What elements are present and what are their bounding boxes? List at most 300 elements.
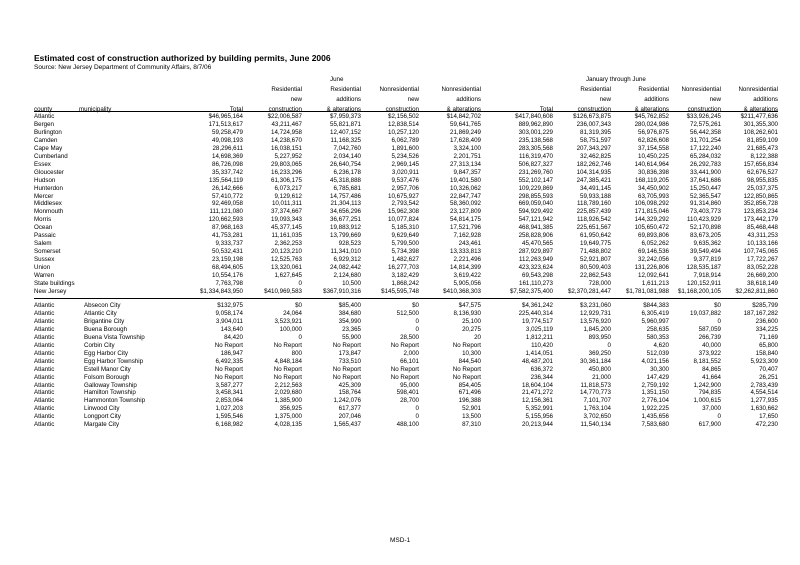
value-cell: 15,250,447: [690, 184, 721, 192]
value-cell: 0: [415, 413, 419, 421]
value-cell: 5,734,398: [391, 248, 419, 256]
value-cell: 3,587,277: [215, 381, 243, 389]
value-cell: 61,950,642: [580, 232, 611, 240]
value-cell: $2,370,281,447: [567, 287, 611, 295]
value-cell: 225,857,439: [576, 208, 611, 216]
value-cell: 11,168,325: [330, 136, 361, 144]
value-cell: 4,028,135: [274, 421, 302, 429]
value-cell: 2,776,104: [641, 397, 669, 405]
value-cell: 236,344: [530, 373, 553, 381]
value-cell: 66,101: [400, 357, 419, 365]
value-cell: 6,062,789: [391, 136, 419, 144]
value-cell: 28,296,611: [212, 144, 243, 152]
value-cell: 45,318,888: [330, 176, 361, 184]
table-row: [34, 326, 778, 334]
value-cell: 0: [717, 413, 721, 421]
value-cell: 22,862,543: [580, 272, 611, 280]
value-cell: 9,537,476: [391, 176, 419, 184]
value-cell: 5,227,952: [274, 152, 302, 160]
value-cell: 28,500: [400, 333, 419, 341]
county-cell: Warren: [34, 272, 55, 280]
value-cell: 118,789,160: [577, 200, 611, 208]
value-cell: 425,309: [338, 381, 361, 389]
value-cell: 11,818,573: [580, 381, 611, 389]
value-cell: 55,900: [342, 333, 361, 341]
value-cell: 116,319,470: [519, 152, 553, 160]
column-header-ytd-1: Residential new construction: [577, 86, 611, 113]
county-cell: Atlantic: [34, 405, 55, 413]
value-cell: 547,121,942: [518, 216, 553, 224]
value-cell: 69,146,536: [638, 248, 669, 256]
value-cell: 889,962,890: [518, 120, 553, 128]
table-row: [34, 248, 778, 256]
value-cell: 56,442,358: [690, 128, 721, 136]
value-cell: 161,110,273: [519, 280, 553, 288]
value-cell: 580,353: [646, 333, 669, 341]
value-cell: 19,649,775: [580, 240, 611, 248]
column-header-ytd-2: Residential additions & alterations: [634, 86, 669, 113]
value-cell: 23,365: [342, 325, 361, 333]
table-row: [34, 302, 778, 310]
value-cell: $3,231,060: [580, 302, 611, 309]
column-header-june-0: Total: [229, 106, 243, 113]
municipality-cell: [84, 224, 184, 232]
value-cell: 26,292,783: [690, 160, 721, 168]
value-cell: 123,853,234: [743, 208, 778, 216]
value-cell: 63,705,993: [638, 192, 669, 200]
value-cell: 59,933,188: [580, 192, 611, 200]
value-cell: 352,856,728: [743, 200, 778, 208]
value-cell: 14,770,773: [580, 389, 611, 397]
table-row: [34, 310, 778, 318]
value-cell: 13,576,920: [580, 317, 611, 325]
municipality-cell: [84, 232, 184, 240]
value-cell: $0: [714, 302, 721, 309]
table-row: [34, 397, 778, 405]
county-table: [34, 113, 778, 296]
value-cell: 50,532,431: [212, 248, 243, 256]
value-cell: $46,965,164: [208, 113, 243, 120]
value-cell: 70,407: [759, 365, 778, 373]
value-cell: 26,669,200: [747, 272, 778, 280]
value-cell: 2,957,706: [391, 184, 419, 192]
value-cell: 30,300: [650, 365, 669, 373]
value-cell: 1,630,662: [750, 405, 778, 413]
value-cell: 19,774,517: [522, 317, 553, 325]
value-cell: 3,523,921: [274, 317, 302, 325]
value-cell: 81,319,395: [580, 128, 611, 136]
value-cell: 120,662,593: [208, 216, 243, 224]
value-cell: 157,656,834: [743, 160, 778, 168]
county-cell: Monmouth: [34, 208, 64, 216]
county-cell: Salem: [34, 240, 52, 248]
value-cell: 110,423,929: [687, 216, 721, 224]
value-cell: 85,468,448: [747, 224, 778, 232]
municipality-cell: [84, 288, 184, 296]
value-cell: 83,673,205: [690, 232, 721, 240]
table-row: [34, 264, 778, 272]
value-cell: 14,698,369: [212, 152, 243, 160]
municipality-cell: Estell Manor City: [84, 365, 131, 373]
value-cell: 207,046: [338, 413, 361, 421]
value-cell: 5,960,997: [641, 317, 669, 325]
value-cell: 62,676,527: [747, 168, 778, 176]
value-cell: 11,341,010: [330, 248, 361, 256]
value-cell: 2,793,542: [391, 200, 419, 208]
county-cell: Atlantic: [34, 325, 55, 333]
value-cell: $33,926,245: [686, 113, 721, 120]
value-cell: 1,891,600: [391, 144, 419, 152]
table-row: [34, 129, 778, 137]
value-cell: 4,021,156: [641, 357, 669, 365]
municipality-cell: [84, 145, 184, 153]
county-cell: Atlantic: [34, 317, 55, 325]
value-cell: 144,329,292: [634, 216, 669, 224]
value-cell: 1,812,211: [525, 333, 553, 341]
column-header-county: county: [34, 106, 53, 113]
table-row: [34, 208, 778, 216]
municipality-cell: [84, 264, 184, 272]
value-cell: 10,077,824: [388, 216, 419, 224]
value-cell: 617,377: [338, 405, 361, 413]
value-cell: $14,842,702: [446, 113, 481, 120]
value-cell: 384,680: [338, 309, 361, 317]
municipality-cell: Egg Harbor City: [84, 349, 129, 357]
value-cell: No Report: [390, 341, 419, 349]
value-cell: 173,442,179: [743, 216, 778, 224]
county-cell: Sussex: [34, 256, 55, 264]
value-cell: $211,477,636: [740, 113, 778, 120]
value-cell: 30,361,184: [580, 357, 611, 365]
value-cell: 37,000: [702, 405, 721, 413]
value-cell: 52,170,898: [690, 224, 721, 232]
value-cell: 12,525,763: [271, 256, 302, 264]
value-cell: 9,333,737: [215, 240, 243, 248]
value-cell: 1,277,935: [750, 397, 778, 405]
value-cell: 55,821,871: [330, 120, 361, 128]
table-row: [34, 161, 778, 169]
value-cell: 468,941,385: [518, 224, 553, 232]
column-header-june-2: Residential additions & alterations: [326, 86, 361, 113]
value-cell: 225,651,567: [576, 224, 611, 232]
value-cell: $417,840,608: [515, 113, 553, 120]
value-cell: 100,000: [279, 325, 302, 333]
value-cell: 671,496: [458, 389, 481, 397]
value-cell: 3,324,100: [453, 144, 481, 152]
value-cell: 1,385,900: [274, 397, 302, 405]
value-cell: $7,582,375,400: [509, 287, 553, 295]
municipality-cell: [84, 272, 184, 280]
value-cell: 32,462,825: [580, 152, 611, 160]
value-cell: 48,487,201: [522, 357, 553, 365]
value-cell: 59,641,765: [450, 120, 481, 128]
table-row: [34, 350, 778, 358]
value-cell: 6,785,681: [333, 184, 361, 192]
source-note: Source: New Jersey Department of Community Affairs, 8/7/06: [34, 64, 212, 71]
value-cell: 587,059: [698, 325, 721, 333]
value-cell: 22,847,747: [450, 192, 481, 200]
value-cell: 2,362,253: [274, 240, 302, 248]
table-row: [34, 272, 778, 280]
value-cell: 25,100: [462, 317, 481, 325]
value-cell: 12,156,361: [522, 397, 553, 405]
value-cell: 58,360,092: [450, 200, 481, 208]
value-cell: 34,491,145: [580, 184, 611, 192]
county-cell: Atlantic: [34, 349, 55, 357]
value-cell: 12,929,731: [580, 309, 611, 317]
value-cell: 36,677,251: [330, 216, 361, 224]
value-cell: 354,990: [338, 317, 361, 325]
county-cell: Mercer: [34, 192, 54, 200]
value-cell: 2,221,496: [453, 256, 481, 264]
value-cell: 6,052,262: [641, 240, 669, 248]
value-cell: 1,000,615: [693, 397, 721, 405]
municipality-cell: Hamilton Township: [84, 389, 136, 397]
value-cell: 69,893,806: [638, 232, 669, 240]
value-cell: 12,838,514: [388, 120, 419, 128]
table-row: [34, 382, 778, 390]
value-cell: No Report: [214, 341, 243, 349]
value-cell: 131,226,806: [634, 264, 669, 272]
municipality-cell: [84, 129, 184, 137]
value-cell: 26,251: [759, 373, 778, 381]
value-cell: 12,407,152: [330, 128, 361, 136]
value-cell: 5,155,956: [525, 413, 553, 421]
value-cell: 45,470,565: [522, 240, 553, 248]
value-cell: 7,763,798: [215, 280, 243, 288]
value-cell: 182,262,746: [576, 160, 611, 168]
value-cell: No Report: [214, 365, 243, 373]
value-cell: 231,269,760: [518, 168, 553, 176]
value-cell: $285,799: [752, 302, 778, 309]
value-cell: 3,182,429: [391, 272, 419, 280]
period-header-ytd: January through June: [586, 76, 646, 83]
value-cell: No Report: [332, 365, 361, 373]
table-row: [34, 334, 778, 342]
value-cell: 16,233,296: [271, 168, 302, 176]
value-cell: $410,368,303: [443, 287, 481, 295]
value-cell: 19,037,882: [690, 309, 721, 317]
value-cell: 636,372: [530, 365, 553, 373]
value-cell: 54,814,175: [450, 216, 481, 224]
value-cell: 1,027,203: [215, 405, 243, 413]
municipality-cell: Galloway Township: [84, 381, 137, 389]
value-cell: 26,142,666: [212, 184, 243, 192]
value-cell: 18,604,104: [522, 381, 553, 389]
table-row: [34, 200, 778, 208]
municipality-cell: Brigantine City: [84, 317, 125, 325]
value-cell: $126,673,875: [573, 113, 611, 120]
municipality-cell: [84, 177, 184, 185]
county-cell: Cumberland: [34, 152, 68, 160]
value-cell: 120,152,911: [687, 280, 721, 288]
municipality-cell: Margate City: [84, 421, 120, 429]
municipality-cell: Corbin City: [84, 341, 115, 349]
value-cell: 37,641,686: [690, 176, 721, 184]
value-cell: 17,722,267: [747, 256, 778, 264]
value-cell: 30,836,398: [638, 168, 669, 176]
value-cell: 19,883,912: [330, 224, 361, 232]
value-cell: 158,764: [338, 389, 361, 397]
value-cell: 10,500: [342, 280, 361, 288]
value-cell: 2,029,680: [274, 389, 302, 397]
value-cell: 472,230: [755, 421, 778, 429]
value-cell: $0: [295, 302, 302, 309]
column-header-ytd-0: Total: [539, 106, 553, 113]
value-cell: 247,385,421: [576, 176, 611, 184]
value-cell: 225,440,314: [518, 309, 553, 317]
value-cell: 1,375,000: [274, 413, 302, 421]
table-row: [34, 240, 778, 248]
value-cell: 6,236,178: [333, 168, 361, 176]
municipality-cell: Longport City: [84, 413, 121, 421]
table-row: [34, 153, 778, 161]
value-cell: 43,211,467: [271, 120, 302, 128]
table-row: [34, 405, 778, 413]
county-cell: Ocean: [34, 224, 53, 232]
value-cell: 2,212,563: [274, 381, 302, 389]
value-cell: 7,101,707: [583, 397, 611, 405]
value-cell: 617,900: [698, 421, 721, 429]
value-cell: No Report: [390, 373, 419, 381]
county-cell: New Jersey: [34, 287, 67, 295]
value-cell: 14,757,486: [330, 192, 361, 200]
table-row: [34, 185, 778, 193]
municipality-cell: [84, 137, 184, 145]
value-cell: 9,129,612: [274, 192, 302, 200]
county-cell: Gloucester: [34, 168, 64, 176]
value-cell: 95,000: [400, 381, 419, 389]
value-cell: 59,258,479: [212, 128, 243, 136]
value-cell: 57,410,772: [212, 192, 243, 200]
value-cell: 20: [474, 333, 481, 341]
value-cell: 0: [607, 341, 611, 349]
municipality-cell: [84, 280, 184, 288]
value-cell: 98,955,835: [747, 176, 778, 184]
county-cell: Atlantic: [34, 421, 55, 429]
county-cell: Essex: [34, 160, 51, 168]
value-cell: 56,976,875: [638, 128, 669, 136]
value-cell: 173,847: [338, 349, 361, 357]
value-cell: 23,159,198: [212, 256, 243, 264]
value-cell: 35,337,742: [212, 168, 243, 176]
value-cell: 52,921,807: [580, 256, 611, 264]
value-cell: 43,311,253: [747, 232, 778, 240]
value-cell: $7,959,373: [330, 113, 361, 120]
value-cell: 8,136,930: [453, 309, 481, 317]
value-cell: 21,471,272: [522, 389, 553, 397]
value-cell: 110,420: [531, 341, 553, 349]
table-row: [34, 145, 778, 153]
value-cell: 10,326,062: [450, 184, 481, 192]
value-cell: 334,225: [755, 325, 778, 333]
value-cell: $2,156,502: [388, 113, 419, 120]
value-cell: 5,352,991: [525, 405, 553, 413]
value-cell: 243,461: [458, 240, 481, 248]
value-cell: 5,905,056: [453, 280, 481, 288]
value-cell: 14,724,958: [271, 128, 302, 136]
municipality-cell: [84, 256, 184, 264]
value-cell: 6,305,419: [641, 309, 669, 317]
value-cell: 10,675,927: [388, 192, 419, 200]
value-cell: 893,950: [588, 333, 611, 341]
value-cell: No Report: [452, 341, 481, 349]
value-cell: 423,323,624: [518, 264, 553, 272]
value-cell: 84,865: [702, 365, 721, 373]
municipality-cell: Egg Harbor Township: [84, 357, 144, 365]
value-cell: 72,575,261: [690, 120, 721, 128]
table-row: [34, 224, 778, 232]
value-cell: 16,277,703: [388, 264, 419, 272]
value-cell: 2,034,140: [333, 152, 361, 160]
value-cell: 303,001,229: [518, 128, 553, 136]
value-cell: 287,929,897: [518, 248, 553, 256]
period-header-june: June: [330, 76, 344, 83]
value-cell: 512,500: [396, 309, 419, 317]
value-cell: 10,133,166: [747, 240, 778, 248]
value-cell: 20,213,944: [522, 421, 553, 429]
table-row: [34, 256, 778, 264]
value-cell: 31,701,254: [690, 136, 721, 144]
value-cell: 3,619,422: [453, 272, 481, 280]
value-cell: 17,650: [759, 413, 778, 421]
value-cell: 118,926,542: [577, 216, 611, 224]
value-cell: No Report: [273, 341, 302, 349]
column-header-municipality: municipality: [79, 106, 112, 113]
value-cell: 13,500: [462, 413, 481, 421]
value-cell: 8,181,552: [693, 357, 721, 365]
value-cell: 1,763,104: [583, 405, 611, 413]
value-cell: 8,122,388: [750, 152, 778, 160]
value-cell: 1,845,200: [583, 325, 611, 333]
value-cell: 7,583,680: [641, 421, 669, 429]
value-cell: 24,064: [283, 309, 302, 317]
column-header-ytd-4: Nonresidential additions & alterations: [738, 86, 778, 113]
value-cell: 14,814,399: [450, 264, 481, 272]
value-cell: 1,565,437: [333, 421, 361, 429]
value-cell: 87,968,163: [212, 224, 243, 232]
value-cell: 9,847,357: [453, 168, 481, 176]
value-cell: 5,234,526: [391, 152, 419, 160]
value-cell: 5,799,500: [391, 240, 419, 248]
value-cell: 91,314,860: [690, 200, 721, 208]
value-cell: 168,119,205: [635, 176, 669, 184]
county-cell: Union: [34, 264, 51, 272]
column-header-june-1: Residential new construction: [268, 86, 302, 113]
table-row: [34, 421, 778, 429]
value-cell: 21,304,113: [330, 200, 361, 208]
table-row: [34, 288, 778, 296]
value-cell: 71,488,802: [580, 248, 611, 256]
municipality-cell: [84, 193, 184, 201]
value-cell: 1,627,645: [274, 272, 302, 280]
value-cell: 10,554,176: [212, 272, 243, 280]
table-row: [34, 366, 778, 374]
value-cell: $1,334,843,950: [199, 287, 243, 295]
value-cell: 669,059,040: [518, 200, 553, 208]
value-cell: 105,650,472: [634, 224, 669, 232]
county-cell: Hunterdon: [34, 184, 63, 192]
value-cell: 135,564,119: [209, 176, 243, 184]
value-cell: 13,333,813: [450, 248, 481, 256]
value-cell: No Report: [390, 365, 419, 373]
value-cell: 2,759,192: [641, 381, 669, 389]
county-cell: Atlantic: [34, 365, 55, 373]
value-cell: 369,250: [588, 349, 611, 357]
value-cell: $47,575: [458, 302, 481, 309]
value-cell: 41,753,281: [212, 232, 243, 240]
value-cell: 10,450,225: [638, 152, 669, 160]
